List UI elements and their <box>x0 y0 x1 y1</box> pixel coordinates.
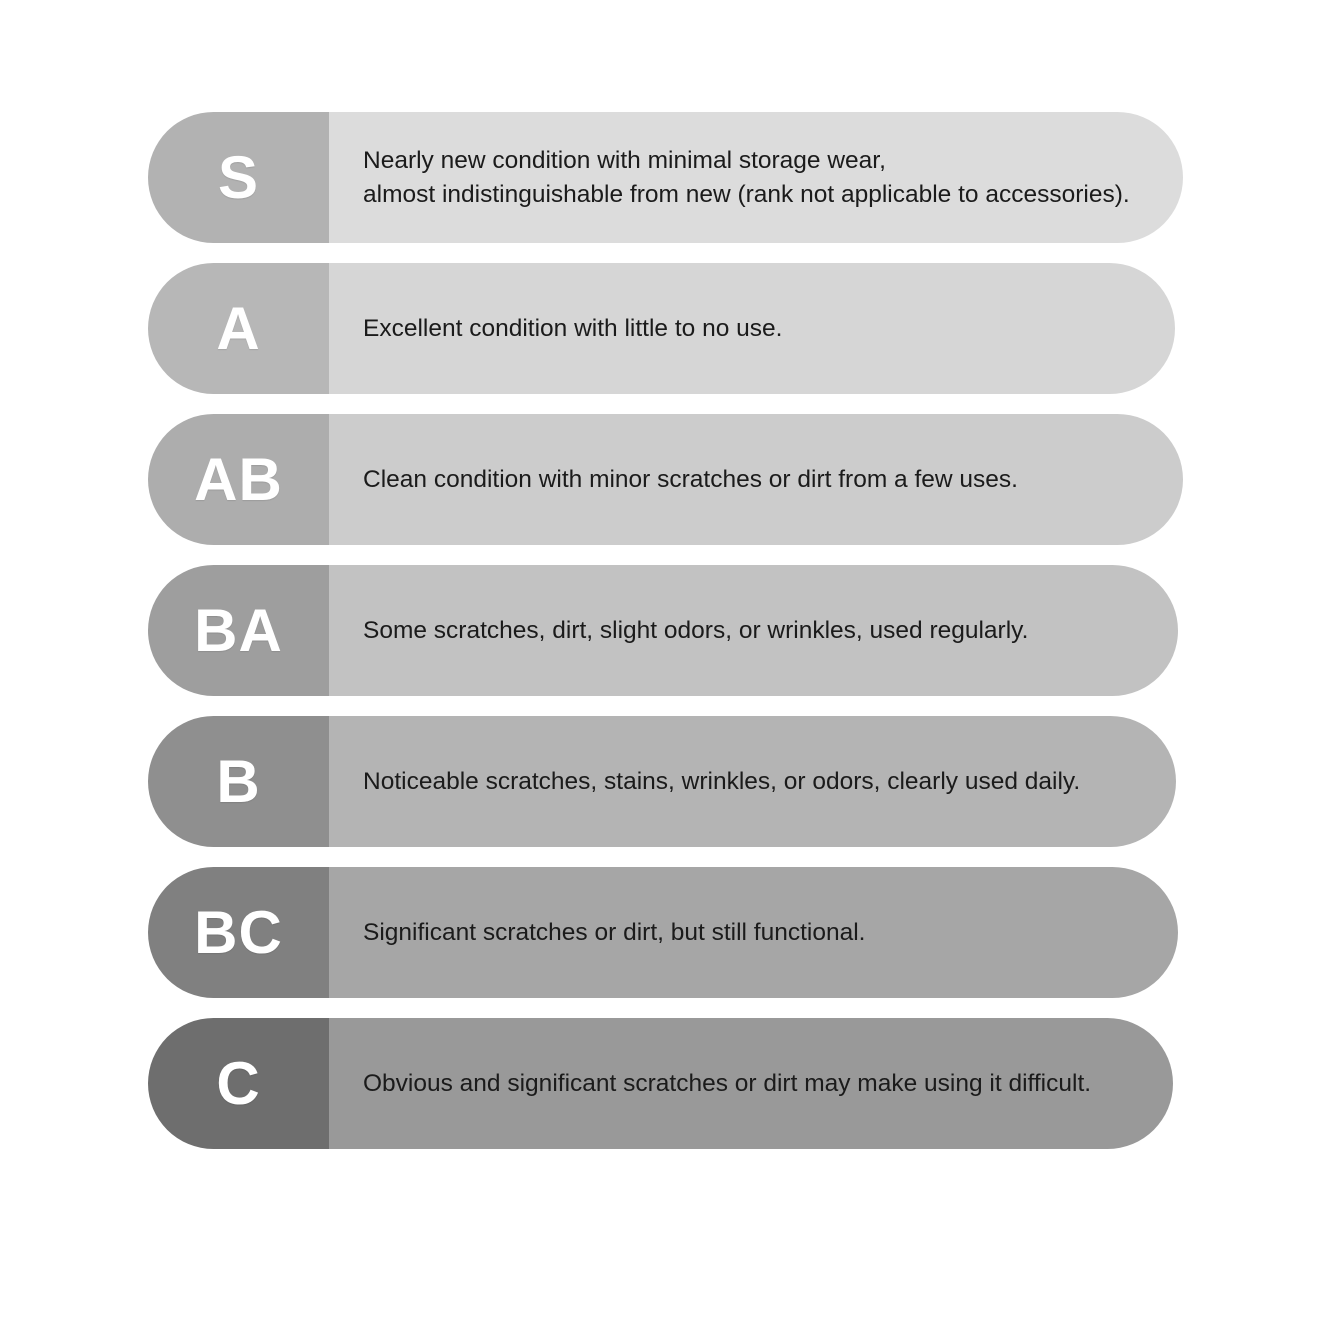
grade-row <box>148 1018 1173 1149</box>
grade-description-text: Some scratches, dirt, slight odors, or wrinkles, used regularly. <box>363 616 1029 644</box>
grade-badge: A <box>148 263 329 394</box>
grade-description <box>329 1018 1173 1149</box>
grade-description <box>329 414 1183 545</box>
grade-description-text: Noticeable scratches, stains, wrinkles, or odors, clearly used daily. <box>363 767 1081 795</box>
grade-description <box>329 867 1178 998</box>
grade-description-text: Obvious and significant scratches or dirt may make using it difficult. <box>363 1069 1092 1097</box>
grade-description-text: Significant scratches or dirt, but still functional. <box>363 918 866 946</box>
grade-badge: B <box>148 716 329 847</box>
grade-description-text: Nearly new condition with minimal storage wear, almost indistinguishable from new (rank not applicable to accessories). <box>363 147 1130 208</box>
grade-badge: AB <box>148 414 329 545</box>
grade-badge: BA <box>148 565 329 696</box>
grade-description-text: Clean condition with minor scratches or dirt from a few uses. <box>363 465 1018 493</box>
grade-description <box>329 716 1176 847</box>
grade-row <box>148 112 1183 243</box>
grade-row <box>148 565 1178 696</box>
grade-badge: BC <box>148 867 329 998</box>
grade-badge: S <box>148 112 329 243</box>
grade-description <box>329 565 1178 696</box>
grade-row <box>148 414 1183 545</box>
grade-description <box>329 263 1175 394</box>
grade-row <box>148 716 1176 847</box>
grade-description <box>329 112 1183 243</box>
grade-description-text: Excellent condition with little to no use. <box>363 314 783 342</box>
grade-row <box>148 263 1175 394</box>
grade-badge: C <box>148 1018 329 1149</box>
grade-row <box>148 867 1178 998</box>
